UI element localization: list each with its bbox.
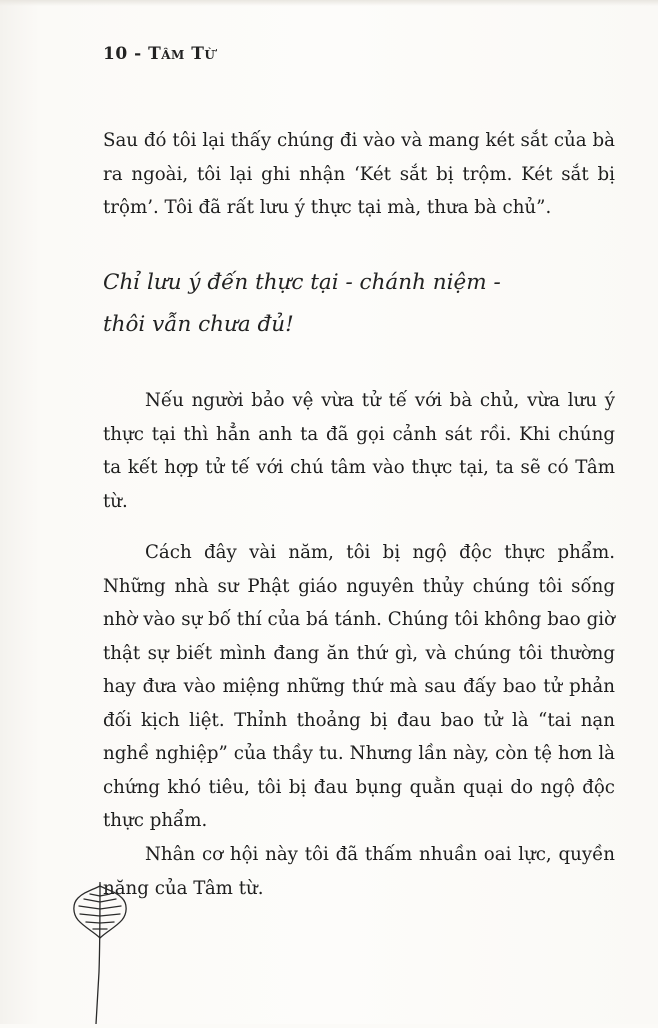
- section-heading: [103, 262, 563, 346]
- chapter-title: Tâm Từ: [148, 44, 216, 64]
- page-number: 10: [103, 44, 128, 64]
- paragraph-3: Cách đây vài năm, tôi bị ngộ độc thực phẩm. Những nhà sư Phật giáo nguyên thủy chúng tôi sống nhờ vào sự bố thí của bá tánh. Chúng tôi không bao giờ thật sự biết mình đang ăn thứ gì, và chúng tôi thường hay đưa vào miệng những thứ mà sau đấy bao tử phản đối kịch liệt. Thỉnh thoảng bị đau bao tử là “tai nạn nghề nghiệp” của thầy tu. Nhưng lần này, còn tệ hơn là chứng khó tiêu, tôi bị đau bụng quằn quại do ngộ độc thực phẩm.: [103, 542, 615, 831]
- running-header: [103, 44, 215, 64]
- header-separator: -: [134, 44, 142, 64]
- paragraph-4: Nhân cơ hội này tôi đã thấm nhuần oai lực, quyền năng của Tâm từ.: [103, 844, 615, 899]
- paragraph-2: Nếu người bảo vệ vừa tử tế với bà chủ, vừa lưu ý thực tại thì hẳn anh ta đã gọi cảnh sát rồi. Khi chúng ta kết hợp tử tế với chú tâm vào thực tại, ta sẽ có Tâm từ.: [103, 390, 615, 512]
- section-heading-line-1: Chỉ lưu ý đến thực tại - chánh niệm -: [103, 270, 501, 295]
- page-edge-shadow: [0, 0, 658, 6]
- section-heading-line-2: thôi vẫn chưa đủ!: [103, 312, 294, 337]
- paragraph-1: Sau đó tôi lại thấy chúng đi vào và mang két sắt của bà ra ngoài, tôi lại ghi nhận ‘Két sắt bị trộm. Két sắt bị trộm’. Tôi đã rất lưu ý thực tại mà, thưa bà chủ”.: [103, 130, 615, 218]
- leaf-icon: [70, 882, 130, 1028]
